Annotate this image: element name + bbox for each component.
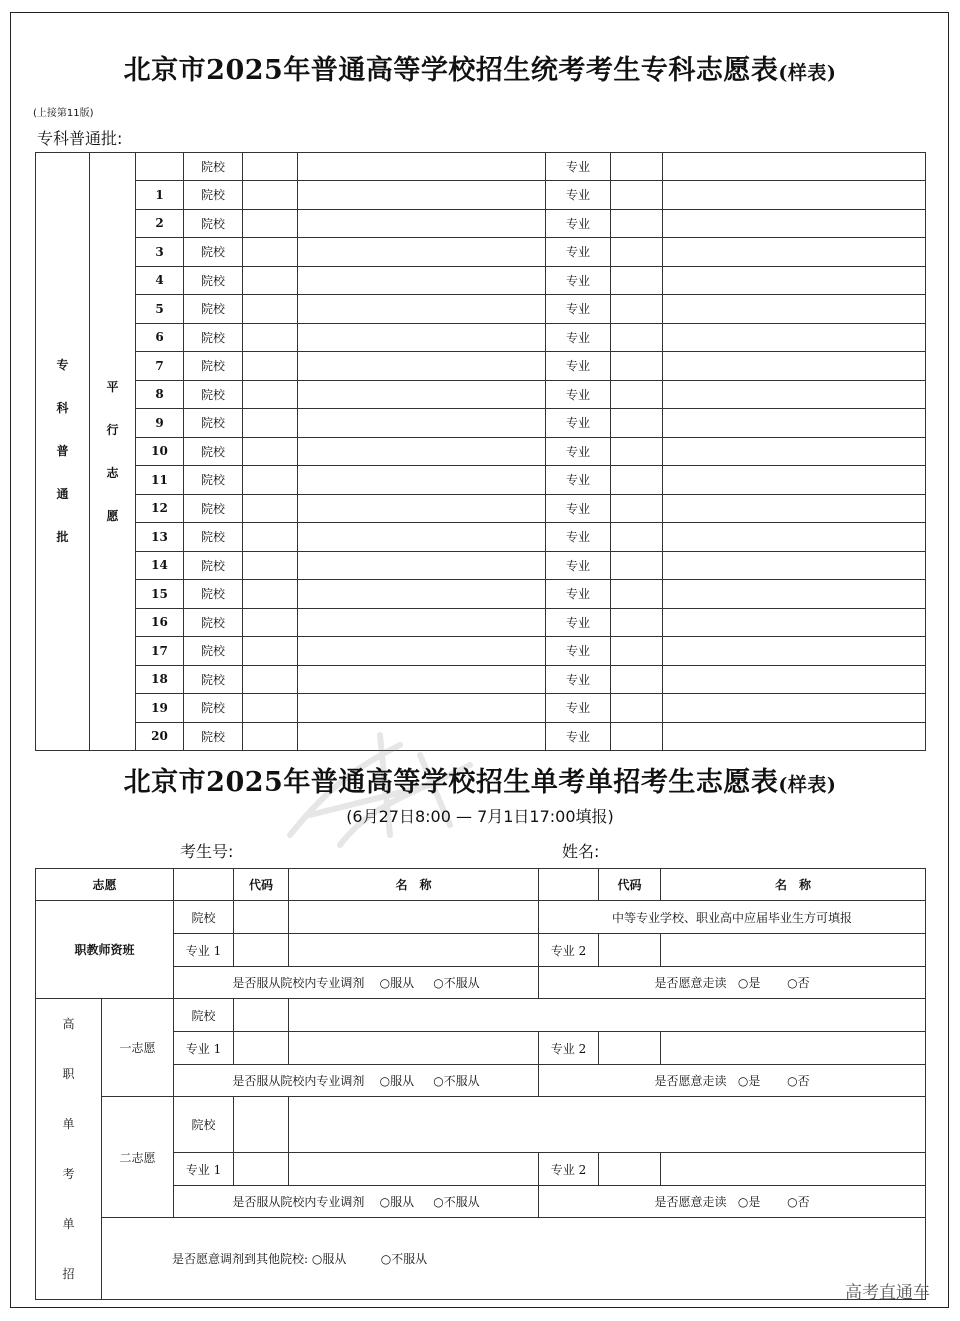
- major-code-cell[interactable]: [611, 209, 663, 238]
- major-name-cell[interactable]: [663, 153, 926, 181]
- major-label: 专业: [546, 209, 611, 238]
- major-label: 专业: [546, 551, 611, 580]
- c2-major1-code[interactable]: [234, 1153, 289, 1186]
- school-label: 院校: [184, 466, 243, 495]
- school-name-cell[interactable]: [298, 665, 546, 694]
- parallel-choice-char: 平: [106, 379, 119, 394]
- school-code-cell[interactable]: [243, 295, 298, 324]
- major-label: 专业: [546, 380, 611, 409]
- c2-major1-label: 专业 1: [174, 1153, 234, 1186]
- row-number: 15: [136, 580, 184, 609]
- row-number: 8: [136, 380, 184, 409]
- c1-adjust-no-radio[interactable]: ○不服从: [433, 1074, 480, 1088]
- school-name-cell[interactable]: [298, 608, 546, 637]
- parallel-choice-label: [90, 153, 136, 751]
- school-name-cell[interactable]: [298, 295, 546, 324]
- c1-adjust-row: [174, 1065, 539, 1097]
- major-name-cell[interactable]: [663, 209, 926, 238]
- major-code-cell[interactable]: [611, 523, 663, 552]
- c1-commute-question: 是否愿意走读: [654, 1074, 727, 1088]
- major-code-cell[interactable]: [611, 181, 663, 210]
- table-row: [36, 722, 926, 751]
- school-name-cell[interactable]: [298, 551, 546, 580]
- table-row: [36, 608, 926, 637]
- row-number: 13: [136, 523, 184, 552]
- header-blank-left: [174, 869, 234, 901]
- teacher-major2-code[interactable]: [599, 934, 661, 967]
- school-label: 院校: [184, 722, 243, 751]
- major-code-cell[interactable]: [611, 323, 663, 352]
- major-label: 专业: [546, 409, 611, 438]
- table-row: [36, 437, 926, 466]
- major-label: 专业: [546, 153, 611, 181]
- school-label: 院校: [184, 523, 243, 552]
- row-number: 17: [136, 637, 184, 666]
- major-name-cell[interactable]: [663, 380, 926, 409]
- teacher-commute-row: [539, 967, 926, 999]
- school-label: 院校: [184, 409, 243, 438]
- school-name-cell[interactable]: [298, 209, 546, 238]
- c2-major2-name[interactable]: [661, 1153, 926, 1186]
- school-code-cell[interactable]: [243, 466, 298, 495]
- vocational-char: 单: [62, 1217, 75, 1231]
- table-row: [36, 494, 926, 523]
- row-num-header: [136, 153, 184, 181]
- batch-group-char: 通: [56, 487, 69, 501]
- school-label: 院校: [184, 238, 243, 267]
- major-code-cell[interactable]: [611, 694, 663, 723]
- school-code-cell[interactable]: [243, 153, 298, 181]
- school-label: 院校: [184, 266, 243, 295]
- other-school-row: [102, 1218, 926, 1300]
- table-row: [36, 466, 926, 495]
- header-code-left: 代码: [234, 869, 289, 901]
- c2-school-label: 院校: [174, 1097, 234, 1153]
- table-row: [36, 209, 926, 238]
- other-school-yes-radio[interactable]: ○服从: [311, 1252, 347, 1266]
- major-name-cell[interactable]: [663, 551, 926, 580]
- school-name-cell[interactable]: [298, 409, 546, 438]
- teacher-major2-label: 专业 2: [539, 934, 599, 967]
- major-name-cell[interactable]: [663, 494, 926, 523]
- major-code-cell[interactable]: [611, 665, 663, 694]
- teacher-adjust-question: 是否服从院校内专业调剂: [232, 976, 365, 990]
- vocational-label: [36, 999, 102, 1300]
- teacher-school-name[interactable]: [289, 901, 539, 934]
- header-code-right: 代码: [599, 869, 661, 901]
- major-name-cell[interactable]: [663, 409, 926, 438]
- major-code-cell[interactable]: [611, 238, 663, 267]
- major-label: 专业: [546, 580, 611, 609]
- vocational-char: 职: [62, 1067, 75, 1081]
- school-label: 院校: [184, 380, 243, 409]
- c2-school-code[interactable]: [234, 1097, 289, 1153]
- table-row: [36, 323, 926, 352]
- major-code-cell[interactable]: [611, 466, 663, 495]
- school-code-cell[interactable]: [243, 665, 298, 694]
- major-label: 专业: [546, 665, 611, 694]
- c1-major2-label: 专业 2: [539, 1032, 599, 1065]
- school-code-cell[interactable]: [243, 494, 298, 523]
- batch-group-char: 普: [56, 444, 69, 458]
- row-number: 20: [136, 722, 184, 751]
- row-number: 1: [136, 181, 184, 210]
- row-number: 2: [136, 209, 184, 238]
- batch-group-label: [36, 153, 90, 751]
- school-name-cell[interactable]: [298, 437, 546, 466]
- table-row: [36, 694, 926, 723]
- major-label: 专业: [546, 323, 611, 352]
- major-code-cell[interactable]: [611, 153, 663, 181]
- major-name-cell[interactable]: [663, 352, 926, 381]
- row-number: 3: [136, 238, 184, 267]
- teacher-major1-code[interactable]: [234, 934, 289, 967]
- major-code-cell[interactable]: [611, 580, 663, 609]
- teacher-school-code[interactable]: [234, 901, 289, 934]
- form2-title-text: 北京市2025年普通高等学校招生单考单招考生志愿表: [123, 767, 779, 798]
- other-school-no-radio[interactable]: ○不服从: [380, 1252, 428, 1266]
- major-code-cell[interactable]: [611, 266, 663, 295]
- school-label: 院校: [184, 665, 243, 694]
- row-number: 5: [136, 295, 184, 324]
- batch-group-char: 专: [56, 358, 69, 372]
- c2-major1-name[interactable]: [289, 1153, 539, 1186]
- table-row: [36, 380, 926, 409]
- school-name-cell[interactable]: [298, 266, 546, 295]
- teacher-adjust-row: [174, 967, 539, 999]
- teacher-commute-no-radio[interactable]: ○否: [787, 976, 810, 990]
- major-label: 专业: [546, 466, 611, 495]
- continued-note: (上接第11版): [33, 108, 94, 119]
- school-code-cell[interactable]: [243, 523, 298, 552]
- exam-number-label: 考生号:: [180, 842, 234, 861]
- school-name-cell[interactable]: [298, 523, 546, 552]
- form2-subtitle: (6月27日8:00 — 7月1日17:00填报): [346, 807, 614, 826]
- school-label: 院校: [184, 580, 243, 609]
- major-label: 专业: [546, 494, 611, 523]
- school-code-cell[interactable]: [243, 380, 298, 409]
- header-name-right: 名 称: [661, 869, 926, 901]
- row-number: 14: [136, 551, 184, 580]
- teacher-class-label: 职教师资班: [36, 901, 174, 999]
- school-label: 院校: [184, 637, 243, 666]
- school-code-cell[interactable]: [243, 209, 298, 238]
- school-name-cell[interactable]: [298, 637, 546, 666]
- major-code-cell[interactable]: [611, 352, 663, 381]
- school-code-cell[interactable]: [243, 266, 298, 295]
- major-code-cell[interactable]: [611, 637, 663, 666]
- major-code-cell[interactable]: [611, 380, 663, 409]
- school-label: 院校: [184, 181, 243, 210]
- batch-group-char: 批: [56, 530, 69, 544]
- footer-brand: 高考直通车: [845, 1283, 930, 1303]
- table-row: [36, 238, 926, 267]
- major-label: 专业: [546, 694, 611, 723]
- c2-major2-code[interactable]: [599, 1153, 661, 1186]
- row-number: 4: [136, 266, 184, 295]
- major-label: 专业: [546, 637, 611, 666]
- table-row: [36, 637, 926, 666]
- row-number: 18: [136, 665, 184, 694]
- major-code-cell[interactable]: [611, 551, 663, 580]
- school-name-cell[interactable]: [298, 352, 546, 381]
- form2-title: [0, 760, 960, 799]
- teacher-adjust-no-radio[interactable]: ○不服从: [433, 976, 480, 990]
- parallel-choice-char: 志: [106, 465, 119, 480]
- school-name-cell[interactable]: [298, 323, 546, 352]
- c1-major2-code[interactable]: [599, 1032, 661, 1065]
- parallel-choice-char: 行: [106, 422, 119, 437]
- teacher-commute-yes-radio[interactable]: ○是: [737, 976, 761, 990]
- major-name-cell[interactable]: [663, 323, 926, 352]
- school-label: 院校: [184, 694, 243, 723]
- c2-major2-label: 专业 2: [539, 1153, 599, 1186]
- c1-major1-code[interactable]: [234, 1032, 289, 1065]
- teacher-school-label: 院校: [174, 901, 234, 934]
- major-label: 专业: [546, 295, 611, 324]
- school-code-cell[interactable]: [243, 238, 298, 267]
- school-code-cell[interactable]: [243, 637, 298, 666]
- table-row: [36, 580, 926, 609]
- table-row: [36, 352, 926, 381]
- major-label: 专业: [546, 437, 611, 466]
- major-label: 专业: [546, 181, 611, 210]
- table-row: [36, 523, 926, 552]
- c1-commute-yes-radio[interactable]: ○是: [737, 1074, 761, 1088]
- batch-label: 专科普通批:: [37, 129, 123, 148]
- school-name-cell[interactable]: [298, 694, 546, 723]
- form1-title-text: 北京市2025年普通高等学校招生统考考生专科志愿表: [123, 55, 779, 86]
- student-name-label: 姓名:: [562, 842, 600, 861]
- school-label: 院校: [184, 608, 243, 637]
- form1-title: [0, 48, 960, 87]
- major-name-cell[interactable]: [663, 694, 926, 723]
- school-code-cell[interactable]: [243, 694, 298, 723]
- table-row: [36, 266, 926, 295]
- c1-adjust-yes-radio[interactable]: ○服从: [379, 1074, 415, 1088]
- choice1-label: 一志愿: [102, 999, 174, 1097]
- c1-major1-label: 专业 1: [174, 1032, 234, 1065]
- parallel-choice-char: 愿: [106, 508, 119, 523]
- teacher-major2-name[interactable]: [661, 934, 926, 967]
- school-label: 院校: [184, 295, 243, 324]
- c2-school-name[interactable]: [289, 1097, 926, 1153]
- c2-commute-yes-radio[interactable]: ○是: [737, 1195, 761, 1209]
- header-name-left: 名 称: [289, 869, 539, 901]
- c1-commute-row: [539, 1065, 926, 1097]
- major-name-cell[interactable]: [663, 523, 926, 552]
- choice2-label: 二志愿: [102, 1097, 174, 1218]
- vocational-char: 高: [62, 1017, 75, 1031]
- major-code-cell[interactable]: [611, 295, 663, 324]
- major-name-cell[interactable]: [663, 466, 926, 495]
- major-name-cell[interactable]: [663, 608, 926, 637]
- c2-commute-question: 是否愿意走读: [654, 1195, 727, 1209]
- school-code-cell[interactable]: [243, 181, 298, 210]
- c2-commute-no-radio[interactable]: ○否: [787, 1195, 810, 1209]
- school-label: 院校: [184, 494, 243, 523]
- school-code-cell[interactable]: [243, 608, 298, 637]
- c1-commute-no-radio[interactable]: ○否: [787, 1074, 810, 1088]
- major-name-cell[interactable]: [663, 295, 926, 324]
- c1-school-name[interactable]: [289, 999, 926, 1032]
- row-number: 19: [136, 694, 184, 723]
- row-number: 9: [136, 409, 184, 438]
- row-number: 10: [136, 437, 184, 466]
- school-name-cell[interactable]: [298, 380, 546, 409]
- major-code-cell[interactable]: [611, 494, 663, 523]
- teacher-commute-question: 是否愿意走读: [654, 976, 727, 990]
- major-label: 专业: [546, 608, 611, 637]
- c2-adjust-no-radio[interactable]: ○不服从: [433, 1195, 480, 1209]
- table-row: [36, 665, 926, 694]
- school-label: 院校: [184, 209, 243, 238]
- major-code-cell[interactable]: [611, 722, 663, 751]
- vocational-char: 单: [62, 1117, 75, 1131]
- batch-group-char: 科: [56, 401, 69, 415]
- row-number: 11: [136, 466, 184, 495]
- teacher-major1-label: 专业 1: [174, 934, 234, 967]
- eligibility-note: 中等专业学校、职业高中应届毕业生方可填报: [539, 901, 926, 934]
- major-name-cell[interactable]: [663, 437, 926, 466]
- table-row: [36, 295, 926, 324]
- other-school-question: 是否愿意调剂到其他院校:: [172, 1252, 309, 1266]
- specialty-choice-table: [35, 152, 926, 751]
- table-row: [36, 409, 926, 438]
- c2-commute-row: [539, 1186, 926, 1218]
- major-label: 专业: [546, 523, 611, 552]
- school-code-cell[interactable]: [243, 323, 298, 352]
- form2-title-suffix: (样表): [778, 774, 837, 796]
- major-label: 专业: [546, 266, 611, 295]
- c1-major2-name[interactable]: [661, 1032, 926, 1065]
- table-row: [36, 181, 926, 210]
- c1-major1-name[interactable]: [289, 1032, 539, 1065]
- c1-school-code[interactable]: [234, 999, 289, 1032]
- major-name-cell[interactable]: [663, 238, 926, 267]
- c2-adjust-row: [174, 1186, 539, 1218]
- c1-school-label: 院校: [174, 999, 234, 1032]
- major-code-cell[interactable]: [611, 608, 663, 637]
- school-name-cell[interactable]: [298, 580, 546, 609]
- school-label: 院校: [184, 352, 243, 381]
- major-label: 专业: [546, 352, 611, 381]
- school-name-cell[interactable]: [298, 181, 546, 210]
- row-number: 7: [136, 352, 184, 381]
- major-code-cell[interactable]: [611, 409, 663, 438]
- vocational-char: 招: [62, 1267, 75, 1281]
- school-code-cell[interactable]: [243, 352, 298, 381]
- c2-adjust-yes-radio[interactable]: ○服从: [379, 1195, 415, 1209]
- school-label: 院校: [184, 153, 243, 181]
- header-choice: 志愿: [36, 869, 174, 901]
- school-name-cell[interactable]: [298, 238, 546, 267]
- header-blank-right: [539, 869, 599, 901]
- school-name-cell[interactable]: [298, 466, 546, 495]
- major-label: 专业: [546, 722, 611, 751]
- school-code-cell[interactable]: [243, 437, 298, 466]
- major-name-cell[interactable]: [663, 665, 926, 694]
- c1-adjust-question: 是否服从院校内专业调剂: [232, 1074, 365, 1088]
- major-name-cell[interactable]: [663, 637, 926, 666]
- school-label: 院校: [184, 323, 243, 352]
- school-label: 院校: [184, 551, 243, 580]
- school-name-cell[interactable]: [298, 494, 546, 523]
- school-code-cell[interactable]: [243, 580, 298, 609]
- form1-title-suffix: (样表): [778, 62, 837, 84]
- major-code-cell[interactable]: [611, 437, 663, 466]
- major-name-cell[interactable]: [663, 181, 926, 210]
- school-code-cell[interactable]: [243, 409, 298, 438]
- major-name-cell[interactable]: [663, 266, 926, 295]
- c2-adjust-question: 是否服从院校内专业调剂: [232, 1195, 365, 1209]
- vocational-char: 考: [62, 1167, 75, 1181]
- row-number: 6: [136, 323, 184, 352]
- major-name-cell[interactable]: [663, 722, 926, 751]
- school-code-cell[interactable]: [243, 551, 298, 580]
- teacher-adjust-yes-radio[interactable]: ○服从: [379, 976, 415, 990]
- row-number: 12: [136, 494, 184, 523]
- single-exam-choice-table: [35, 868, 926, 1300]
- row-number: 16: [136, 608, 184, 637]
- table-row: [36, 551, 926, 580]
- major-label: 专业: [546, 238, 611, 267]
- school-label: 院校: [184, 437, 243, 466]
- school-name-cell[interactable]: [298, 153, 546, 181]
- teacher-major1-name[interactable]: [289, 934, 539, 967]
- major-name-cell[interactable]: [663, 580, 926, 609]
